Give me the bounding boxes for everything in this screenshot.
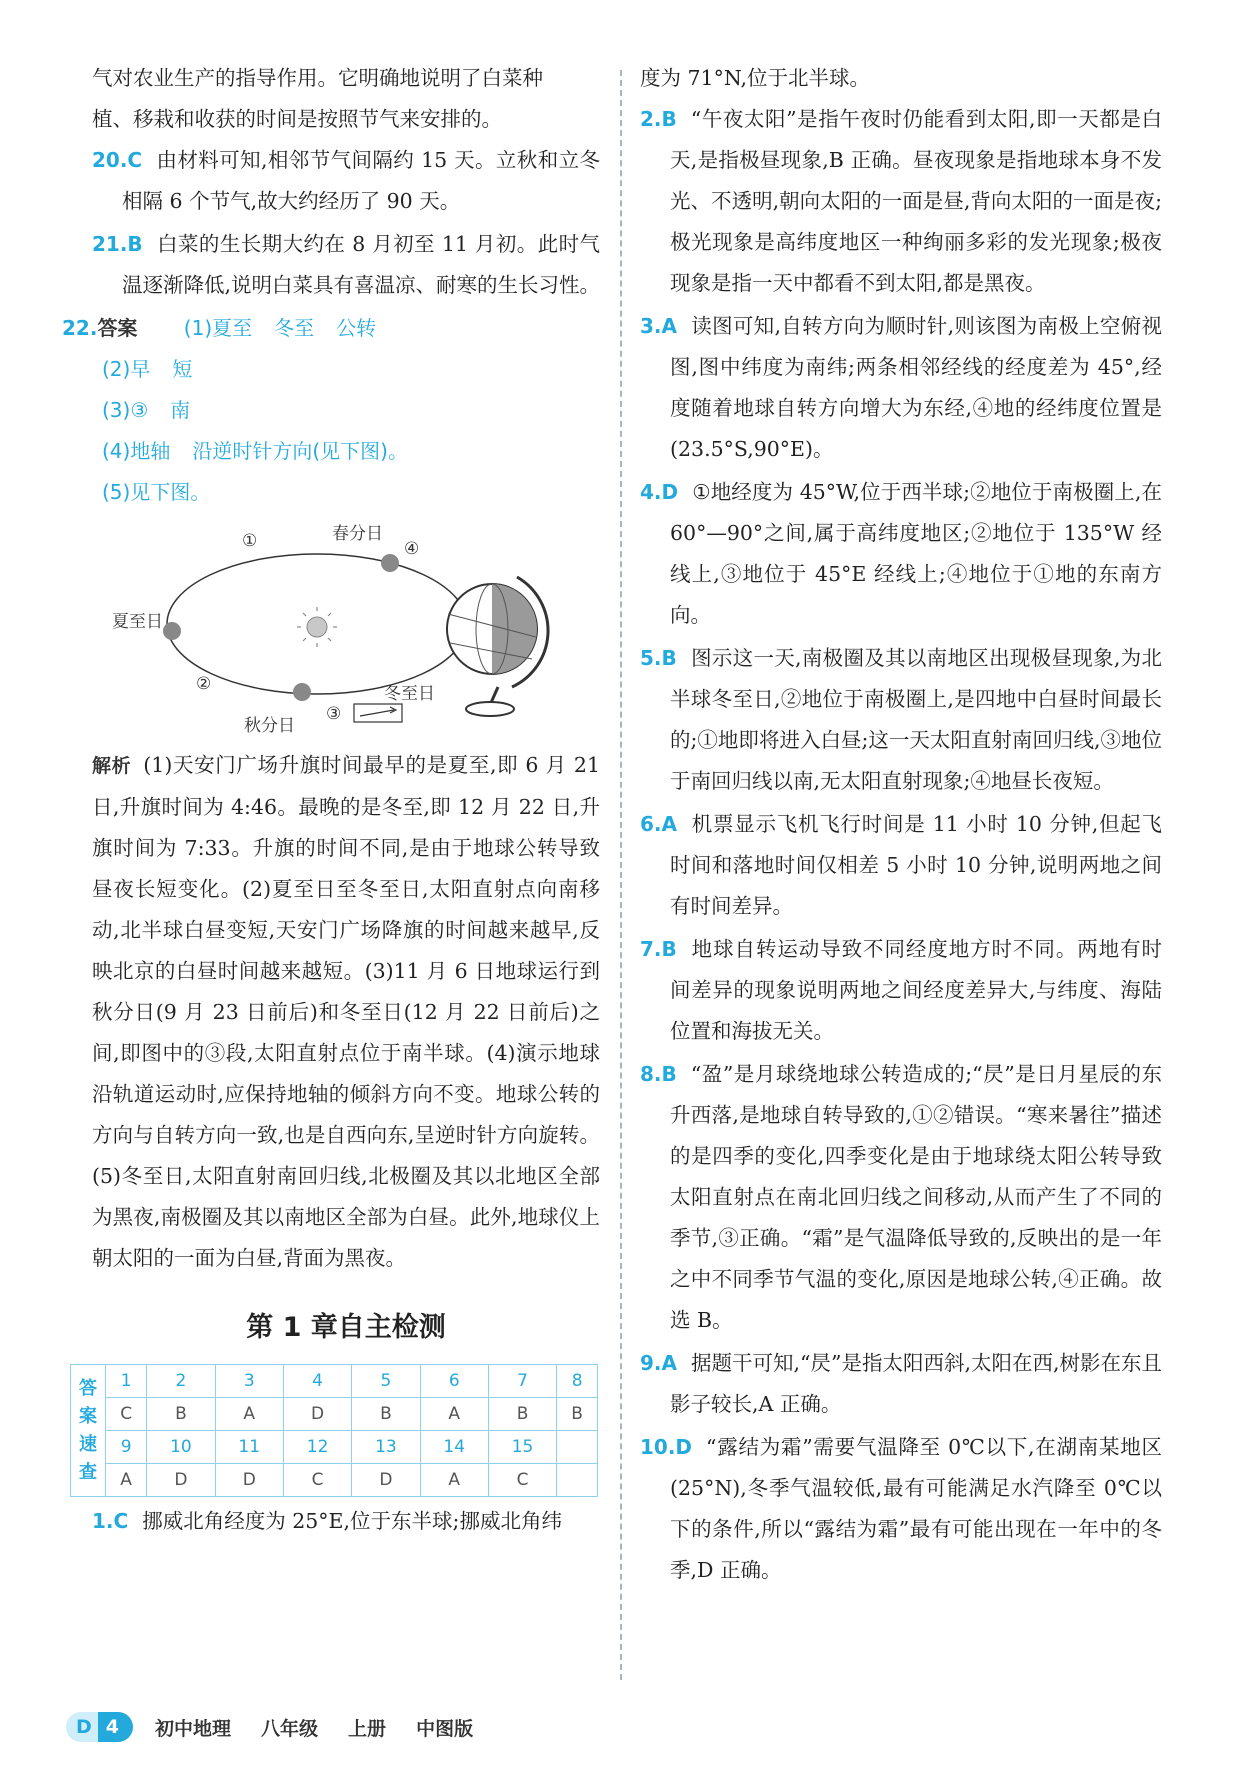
quick-num-15: 15	[488, 1431, 556, 1464]
analysis-label: 解析	[92, 755, 132, 777]
quick-num-14: 14	[420, 1431, 488, 1464]
answer-22-label: 答案	[97, 316, 138, 340]
answer-22-3a: (3)③	[102, 398, 149, 422]
answer-10-text: “露结为霜”需要气温降至 0℃以下,在湖南某地区(25°N),冬季气温较低,最有可能满足水汽降至 0℃以下的条件,所以“露结为霜”最有可能出现在一年中的冬季,D 正确。	[670, 1435, 1162, 1582]
quick-side-label: 答 案 速 查	[71, 1365, 106, 1497]
quick-ans-11: D	[215, 1464, 283, 1497]
answer-22-3b: 南	[170, 398, 191, 422]
footer-subject: 初中地理	[155, 1717, 232, 1740]
quick-ans-10: D	[147, 1464, 215, 1497]
column-divider	[620, 70, 622, 1680]
label-spring: 春分日	[332, 524, 383, 544]
left-column	[62, 58, 601, 1544]
label-summer: 夏至日	[112, 612, 163, 632]
quick-ans-14: A	[420, 1464, 488, 1497]
answer-7-text: 地球自转运动导致不同经度地方时不同。两地有时间差异的现象说明两地之间经度差异大,与纬度、海陆位置和海拔无关。	[670, 937, 1162, 1043]
answer-21	[92, 224, 600, 306]
answer-20-number: 20.C	[92, 148, 143, 172]
answer-2	[640, 99, 1162, 304]
quick-ans-3: A	[215, 1398, 283, 1431]
label-segment-4: ④	[404, 539, 420, 559]
answer-10	[640, 1427, 1162, 1591]
answer-22-2b: 短	[172, 357, 193, 381]
label-segment-3: ③	[326, 704, 342, 724]
quick-num-7: 7	[488, 1365, 556, 1398]
answer-9-text: 据题干可知,“昃”是指太阳西斜,太阳在西,树影在东且影子较长,A 正确。	[670, 1351, 1163, 1416]
answer-5-number: 5.B	[640, 646, 677, 670]
page-number: 4	[98, 1712, 133, 1742]
answer-22-number: 22.	[62, 316, 98, 340]
answer-1-text: 挪威北角经度为 25°E,位于东半球;挪威北角纬	[142, 1509, 562, 1533]
answer-2-text: “午夜太阳”是指午夜时仍能看到太阳,即一天都是白天,是指极昼现象,B 正确。昼夜现象是指地球本身不发光、不透明,朝向太阳的一面是昼,背向太阳的一面是夜;极光现象是高纬度地区一种绚丽多彩的发光现象;极夜现象是指一天中都看不到太阳,都是黑夜。	[670, 107, 1162, 295]
page-footer	[66, 1712, 503, 1742]
earth-summer	[163, 622, 181, 640]
quick-num-4: 4	[283, 1365, 351, 1398]
quick-ans-2: B	[147, 1398, 215, 1431]
answer-20-text: 由材料可知,相邻节气间隔约 15 天。立秋和立冬相隔 6 个节气,故大约经历了 90 天。	[122, 148, 600, 213]
earth-spring	[381, 554, 399, 572]
quick-num-6: 6	[420, 1365, 488, 1398]
label-segment-1: ①	[242, 531, 258, 551]
intro-line-2: 植、移栽和收获的时间是按照节气来安排的。	[92, 107, 502, 131]
quick-ans-1: C	[106, 1398, 147, 1431]
answer-6-text: 机票显示飞机飞行时间是 11 小时 10 分钟,但起飞时间和落地时间仅相差 5 小时 10 分钟,说明两地之间有时间差异。	[670, 812, 1162, 918]
quick-ans-7: B	[488, 1398, 556, 1431]
earth-autumn	[293, 683, 311, 701]
answer-7-number: 7.B	[640, 937, 677, 961]
quick-ans-4: D	[283, 1398, 351, 1431]
footer-edition: 中图版	[416, 1717, 474, 1740]
answer-22-1b: 冬至	[274, 316, 315, 340]
quick-num-3: 3	[215, 1365, 283, 1398]
quick-num-8: 8	[557, 1365, 598, 1398]
quick-num-2: 2	[147, 1365, 215, 1398]
quick-ans-empty	[557, 1464, 598, 1497]
label-segment-2: ②	[196, 674, 212, 694]
answer-6	[640, 804, 1162, 927]
answer-20	[92, 140, 600, 222]
answer-5	[640, 638, 1162, 802]
answer-1-continued: 度为 71°N,位于北半球。	[640, 66, 870, 90]
answer-8-text: “盈”是月球绕地球公转造成的;“昃”是日月星辰的东升西落,是地球自转导致的,①②错误。“寒来暑往”描述的是四季的变化,四季变化是由于地球绕太阳公转导致太阳直射点在南北回归线之间移动,从而产生了不同的季节,③正确。“霜”是气温降低导致的,反映出的是一年之中不同季节气温的变化,原因是地球公转,④正确。故选 B。	[670, 1062, 1162, 1332]
quick-num-13: 13	[352, 1431, 420, 1464]
direction-arrow-icon	[354, 704, 402, 722]
quick-ans-15: C	[488, 1464, 556, 1497]
quick-num-10: 10	[147, 1431, 215, 1464]
answer-22-2a: (2)早	[102, 357, 151, 381]
right-column	[640, 58, 1162, 1593]
answer-4	[640, 472, 1162, 636]
footer-d-badge: D	[66, 1712, 98, 1742]
answer-10-number: 10.D	[640, 1435, 693, 1459]
answer-22-1c: 公转	[336, 316, 377, 340]
footer-volume: 上册	[348, 1717, 387, 1740]
answer-1-number: 1.C	[92, 1509, 129, 1533]
answer-1	[92, 1501, 600, 1542]
earth-orbit-diagram	[92, 519, 600, 739]
answer-3	[640, 306, 1162, 470]
answer-21-number: 21.B	[92, 232, 143, 256]
quick-num-empty	[557, 1431, 598, 1464]
analysis-paragraph	[92, 745, 600, 1279]
analysis-text: (1)天安门广场升旗时间最早的是夏至,即 6 月 21 日,升旗时间为 4:46。最晚的是冬至,即 12 月 22 日,升旗时间为 7:33。升旗的时间不同,是由于地球公转导致昼夜长短变化。(2)夏至日至冬至日,太阳直射点向南移动,北半球白昼变短,天安门广场降旗的时间越来越早,反映北京的白昼时间越来越短。(3)11 月 6 日地球运行到秋分日(9 月 23 日前后)和冬至日(12 月 22 日前后)之间,即图中的③段,太阳直射点位于南半球。(4)演示地球沿轨道运动时,应保持地轴的倾斜方向不变。地球公转的方向与自转方向一致,也是自西向东,呈逆时针方向旋转。(5)冬至日,太阳直射南回归线,北极圈及其以北地区全部为黑夜,南极圈及其以南地区全部为白昼。此外,地球仪上朝太阳的一面为白昼,背面为黑夜。	[92, 753, 600, 1270]
answer-3-number: 3.A	[640, 314, 677, 338]
quick-ans-8: B	[557, 1398, 598, 1431]
sun-icon	[297, 607, 337, 647]
answer-9-number: 9.A	[640, 1351, 677, 1375]
orbit-svg	[92, 519, 600, 739]
answer-4-text: ①地经度为 45°W,位于西半球;②地位于南极圈上,在 60°—90°之间,属于高纬度地区;②地位于 135°W 经线上,③地位于 45°E 经线上;④地位于①地的东南方向。	[670, 480, 1162, 627]
quick-num-11: 11	[215, 1431, 283, 1464]
quick-ans-5: B	[352, 1398, 420, 1431]
answer-22-5: (5)见下图。	[102, 480, 211, 504]
answer-22-1a: (1)夏至	[183, 316, 253, 340]
label-autumn: 秋分日	[244, 716, 295, 736]
answer-4-number: 4.D	[640, 480, 679, 504]
globe-icon	[447, 577, 548, 716]
answer-8-number: 8.B	[640, 1062, 677, 1086]
footer-book-info	[155, 1714, 503, 1741]
quick-ans-9: A	[106, 1464, 147, 1497]
quick-num-5: 5	[352, 1365, 420, 1398]
quick-ans-13: D	[352, 1464, 420, 1497]
answer-2-number: 2.B	[640, 107, 677, 131]
answer-3-text: 读图可知,自转方向为顺时针,则该图为南极上空俯视图,图中纬度为南纬;两条相邻经线的经度差为 45°,经度随着地球自转方向增大为东经,④地的经纬度位置是(23.5°S,90°E)。	[670, 314, 1162, 461]
answer-9	[640, 1343, 1162, 1425]
quick-num-1: 1	[106, 1365, 147, 1398]
answer-22-4a: (4)地轴	[102, 439, 171, 463]
answer-22	[62, 308, 600, 513]
quick-num-12: 12	[283, 1431, 351, 1464]
quick-num-9: 9	[106, 1431, 147, 1464]
label-winter: 冬至日	[384, 684, 435, 704]
footer-grade: 八年级	[261, 1717, 319, 1740]
quick-ans-12: C	[283, 1464, 351, 1497]
intro-line-1: 气对农业生产的指导作用。它明确地说明了白菜种	[92, 66, 543, 90]
answer-22-4b: 沿逆时针方向(见下图)。	[192, 439, 408, 463]
answer-quick-table	[70, 1364, 598, 1497]
answer-7	[640, 929, 1162, 1052]
quick-ans-6: A	[420, 1398, 488, 1431]
chapter-title: 第 1 章自主检测	[246, 1312, 446, 1343]
answer-6-number: 6.A	[640, 812, 677, 836]
answer-8	[640, 1054, 1162, 1341]
answer-21-text: 白菜的生长期大约在 8 月初至 11 月初。此时气温逐渐降低,说明白菜具有喜温凉、耐寒的生长习性。	[122, 232, 601, 297]
answer-5-text: 图示这一天,南极圈及其以南地区出现极昼现象,为北半球冬至日,②地位于南极圈上,是四地中白昼时间最长的;①地即将进入白昼;这一天太阳直射南回归线,③地位于南回归线以南,无太阳直射现象;④地昼长夜短。	[670, 646, 1162, 793]
